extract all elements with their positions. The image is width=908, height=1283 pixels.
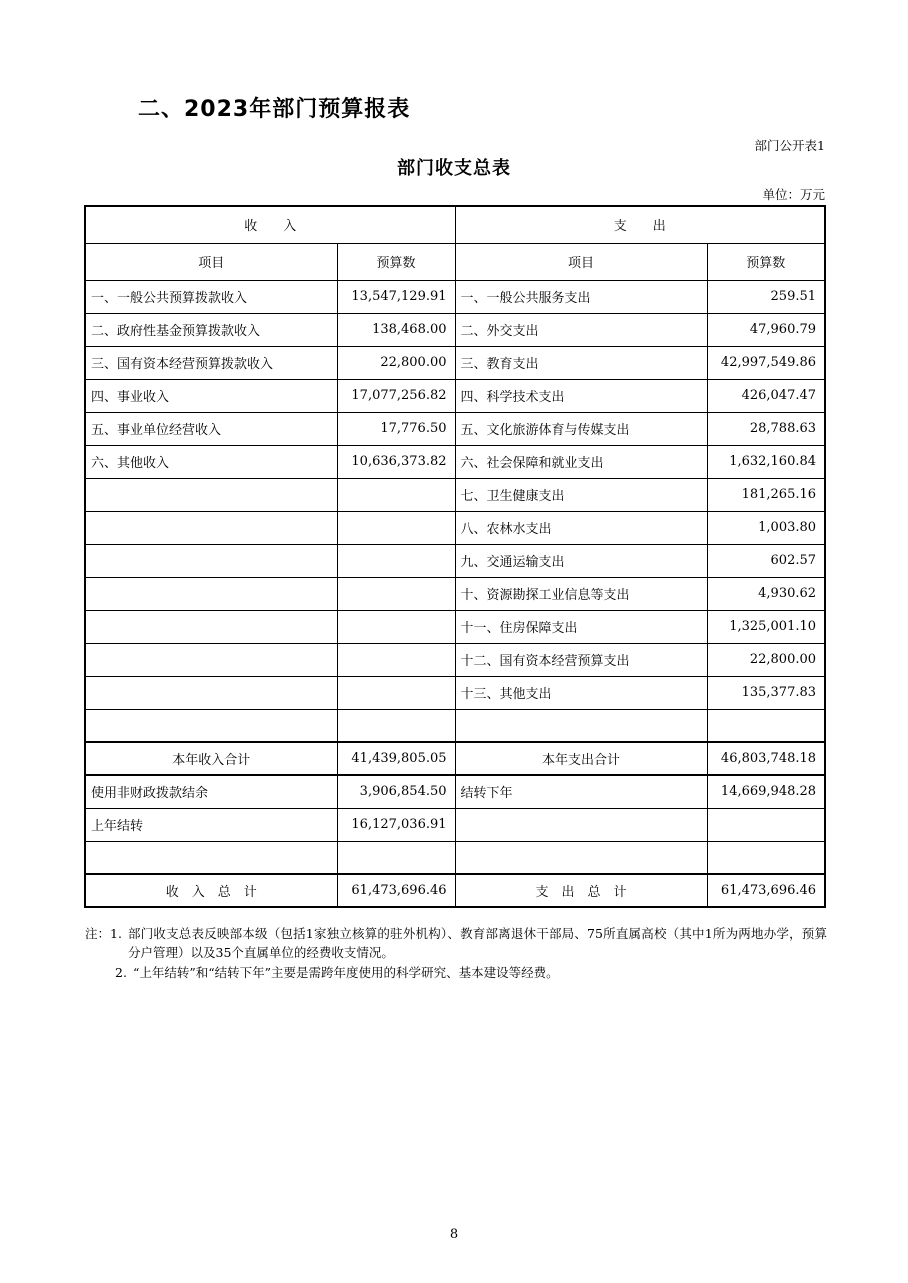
table-row <box>85 676 825 709</box>
expense-item-cell <box>455 808 707 841</box>
expense-item-col-header: 项目 <box>455 243 707 280</box>
expense-item-cell: 六、社会保障和就业支出 <box>455 445 707 478</box>
income-value-cell <box>337 610 455 643</box>
expense-value-cell <box>707 808 825 841</box>
expense-value-cell: 1,632,160.84 <box>707 445 825 478</box>
annual-income-total-label: 本年收入合计 <box>85 742 337 775</box>
footnote-1 <box>85 924 827 963</box>
table-row <box>85 412 825 445</box>
expense-value-cell: 426,047.47 <box>707 379 825 412</box>
income-item-cell: 五、事业单位经营收入 <box>85 412 337 445</box>
table-row <box>85 643 825 676</box>
table-row <box>85 544 825 577</box>
expense-item-cell: 八、农林水支出 <box>455 511 707 544</box>
expense-item-cell <box>455 709 707 742</box>
expense-group-header: 支 出 <box>455 206 825 243</box>
expense-grand-total-label: 支 出 总 计 <box>455 874 707 907</box>
income-value-cell <box>337 478 455 511</box>
income-item-cell <box>85 709 337 742</box>
annual-total-row <box>85 742 825 775</box>
expense-budget-col-header: 预算数 <box>707 243 825 280</box>
income-value-cell: 22,800.00 <box>337 346 455 379</box>
income-item-cell <box>85 676 337 709</box>
table-title: 部门收支总表 <box>397 158 511 179</box>
income-item-cell <box>85 610 337 643</box>
footnote-indent <box>85 963 115 982</box>
expense-item-cell: 五、文化旅游体育与传媒支出 <box>455 412 707 445</box>
footnote-number: 1. <box>110 926 122 941</box>
table-row <box>85 280 825 313</box>
group-header-row <box>85 206 825 243</box>
expense-value-cell: 181,265.16 <box>707 478 825 511</box>
table-row <box>85 610 825 643</box>
expense-item-cell: 四、科学技术支出 <box>455 379 707 412</box>
income-value-cell: 16,127,036.91 <box>337 808 455 841</box>
expense-value-cell: 135,377.83 <box>707 676 825 709</box>
column-header-row <box>85 243 825 280</box>
expense-value-cell <box>707 841 825 874</box>
income-item-cell: 上年结转 <box>85 808 337 841</box>
annual-expense-total-value: 46,803,748.18 <box>707 742 825 775</box>
income-value-cell <box>337 643 455 676</box>
expense-value-cell: 1,325,001.10 <box>707 610 825 643</box>
table-row <box>85 478 825 511</box>
expense-value-cell: 602.57 <box>707 544 825 577</box>
table-row-empty <box>85 709 825 742</box>
footnote-number: 2. <box>115 964 127 980</box>
expense-item-cell: 三、教育支出 <box>455 346 707 379</box>
section-heading: 二、2023年部门预算报表 <box>138 97 411 122</box>
income-value-cell <box>337 511 455 544</box>
table-row <box>85 511 825 544</box>
income-group-header: 收 入 <box>85 206 455 243</box>
grand-total-row <box>85 874 825 907</box>
prior-year-row <box>85 808 825 841</box>
income-value-cell <box>337 577 455 610</box>
income-item-cell: 四、事业收入 <box>85 379 337 412</box>
expense-item-cell: 二、外交支出 <box>455 313 707 346</box>
expense-item-cell: 一、一般公共服务支出 <box>455 280 707 313</box>
expense-value-cell: 4,930.62 <box>707 577 825 610</box>
income-item-cell: 一、一般公共预算拨款收入 <box>85 280 337 313</box>
annual-income-total-value: 41,439,805.05 <box>337 742 455 775</box>
income-grand-total-label: 收 入 总 计 <box>85 874 337 907</box>
income-item-cell: 二、政府性基金预算拨款收入 <box>85 313 337 346</box>
expense-item-cell: 结转下年 <box>455 775 707 808</box>
income-value-cell: 13,547,129.91 <box>337 280 455 313</box>
expense-value-cell: 47,960.79 <box>707 313 825 346</box>
income-item-cell <box>85 511 337 544</box>
income-value-cell <box>337 544 455 577</box>
expense-value-cell: 1,003.80 <box>707 511 825 544</box>
income-item-cell <box>85 643 337 676</box>
income-value-cell: 3,906,854.50 <box>337 775 455 808</box>
table-row <box>85 346 825 379</box>
expense-item-cell: 十二、国有资本经营预算支出 <box>455 643 707 676</box>
footnote-2 <box>85 963 827 982</box>
table-row <box>85 577 825 610</box>
expense-item-cell: 十三、其他支出 <box>455 676 707 709</box>
income-item-cell <box>85 577 337 610</box>
budget-summary-table <box>84 205 826 908</box>
income-item-cell: 三、国有资本经营预算拨款收入 <box>85 346 337 379</box>
table-row <box>85 445 825 478</box>
carryover-row <box>85 775 825 808</box>
income-value-cell: 17,776.50 <box>337 412 455 445</box>
income-item-cell <box>85 841 337 874</box>
table-row <box>85 379 825 412</box>
page-number: 8 <box>449 1227 459 1242</box>
expense-item-cell <box>455 841 707 874</box>
footnotes <box>85 924 827 982</box>
income-value-cell <box>337 676 455 709</box>
table-row-empty <box>85 841 825 874</box>
expense-item-cell: 九、交通运输支出 <box>455 544 707 577</box>
table-tag-label: 部门公开表1 <box>754 138 825 153</box>
expense-item-cell: 十、资源勘探工业信息等支出 <box>455 577 707 610</box>
footnote-label: 注： <box>85 926 111 941</box>
income-item-col-header: 项目 <box>85 243 337 280</box>
table-row <box>85 313 825 346</box>
income-budget-col-header: 预算数 <box>337 243 455 280</box>
annual-expense-total-label: 本年支出合计 <box>455 742 707 775</box>
income-value-cell: 10,636,373.82 <box>337 445 455 478</box>
footnote-text: 部门收支总表反映部本级（包括1家独立核算的驻外机构）、教育部离退休干部局、75所直属高校（其中1所为两地办学，预算分户管理）以及35个直属单位的经费收支情况。 <box>128 926 827 961</box>
expense-grand-total-value: 61,473,696.46 <box>707 874 825 907</box>
income-item-cell <box>85 544 337 577</box>
expense-value-cell: 28,788.63 <box>707 412 825 445</box>
expense-value-cell: 259.51 <box>707 280 825 313</box>
expense-value-cell: 42,997,549.86 <box>707 346 825 379</box>
expense-value-cell: 22,800.00 <box>707 643 825 676</box>
expense-item-cell: 七、卫生健康支出 <box>455 478 707 511</box>
income-item-cell <box>85 478 337 511</box>
income-item-cell: 使用非财政拨款结余 <box>85 775 337 808</box>
expense-value-cell <box>707 709 825 742</box>
expense-value-cell: 14,669,948.28 <box>707 775 825 808</box>
income-grand-total-value: 61,473,696.46 <box>337 874 455 907</box>
income-value-cell: 17,077,256.82 <box>337 379 455 412</box>
income-value-cell <box>337 841 455 874</box>
income-item-cell: 六、其他收入 <box>85 445 337 478</box>
income-value-cell: 138,468.00 <box>337 313 455 346</box>
footnote-text: “上年结转”和“结转下年”主要是需跨年度使用的科学研究、基本建设等经费。 <box>133 964 559 980</box>
income-value-cell <box>337 709 455 742</box>
unit-label: 单位：万元 <box>762 187 825 202</box>
expense-item-cell: 十一、住房保障支出 <box>455 610 707 643</box>
